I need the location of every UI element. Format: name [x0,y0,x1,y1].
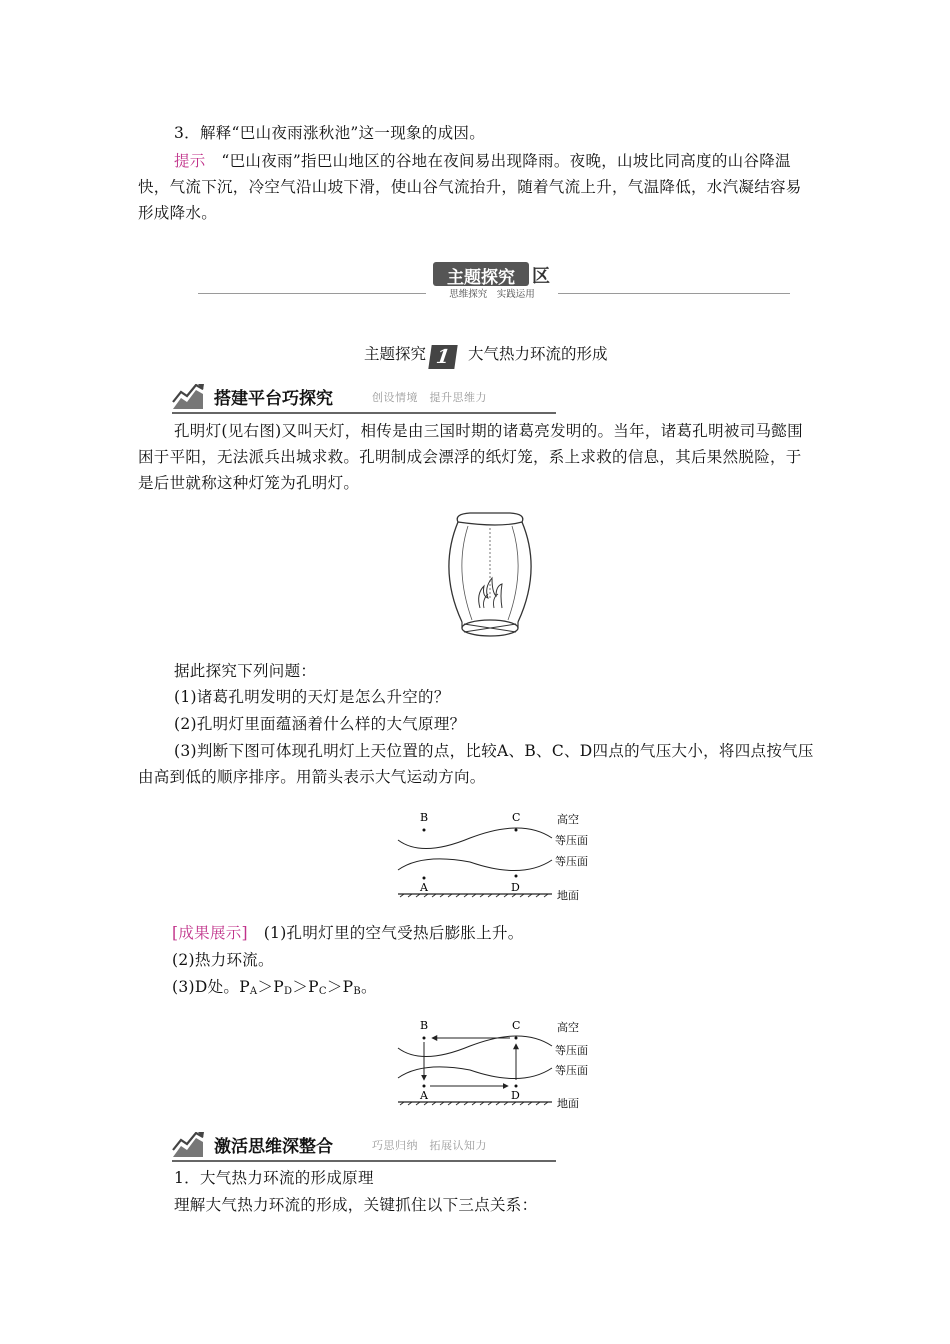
section-subheading: 巧思归纳 拓展认知力 [372,1139,487,1152]
answer-2: (2)热力环流。 [172,951,274,969]
trend-chart-icon [172,1132,204,1158]
hint-paragraph [138,148,816,226]
greater-than: ＞ [292,978,309,996]
banner-rule-right [558,293,790,294]
answer-1: (1)孔明灯里的空气受热后膨胀上升。 [247,924,524,942]
pressure-symbol: P [273,978,284,996]
point-c-label: C [512,811,521,824]
subscript-b: B [353,986,362,997]
greater-than: ＞ [257,978,274,996]
point-1-heading: 1．大气热力环流的形成原理 [174,1169,374,1187]
point-a-label: A [420,881,428,894]
pressure-symbol: P [308,978,319,996]
question-3-diagram: (3)判断下图可体现孔明灯上天位置的点，比较A、B、C、D四点的气压大小，将四点按气压由高到低的顺序排序。用箭头表示大气运动方向。 [138,742,814,786]
point-a-dot [423,1085,426,1088]
point-d-dot [515,875,518,878]
period: 。 [361,978,377,996]
intro-paragraph: 孔明灯(见右图)又叫天灯，相传是由三国时期的诸葛亮发明的。当年，诸葛孔明被司马懿围困于平阳，无法派兵出城求救。孔明制成会漂浮的纸灯笼，系上求救的信息，其后果然脱险，于是后世就称这种灯笼为孔明灯。 [138,422,803,492]
topic-title: 大气热力环流的形成 [468,345,608,363]
pressure-symbol: P [239,978,250,996]
label-isobar-lower: 等压面 [555,1064,588,1077]
trend-chart-icon [172,384,204,410]
point-b-dot [423,829,426,832]
section-heading: 搭建平台巧探究 [214,389,333,409]
section-header-build [172,382,556,414]
section-header-integrate [172,1130,556,1162]
subscript-d: D [284,986,293,997]
answer-3-prefix: (3)D处。 [172,978,240,996]
label-high-altitude: 高空 [557,813,579,826]
topic-heading [364,342,608,372]
banner-suffix: 区 [532,266,550,287]
point-d-label: D [511,881,520,894]
topic-prefix: 主题探究 [364,345,427,363]
point-d-label: D [511,1089,520,1102]
result-line-1 [172,920,816,946]
point-1-text: 理解大气热力环流的形成，关键抓住以下三点关系： [174,1196,538,1214]
question-2: (2)孔明灯里面蕴涵着什么样的大气原理？ [174,715,466,733]
label-ground: 地面 [557,1097,579,1110]
subscript-c: C [318,986,327,997]
point-c-dot [515,1037,518,1040]
topic-number-badge: 1 [428,345,457,369]
point-b-label: B [420,811,429,824]
point-b-dot [423,1037,426,1040]
banner-subtitle: 思维探究 实践运用 [449,289,535,300]
banner-rule-left [198,293,426,294]
topic-zone-banner [198,258,790,308]
greater-than: ＞ [326,978,343,996]
hint-text: “巴山夜雨”指巴山地区的谷地在夜间易出现降雨。夜晚，山坡比同高度的山谷降温快，气流下沉，冷空气沿山坡下滑，使山谷气流抬升，随着气流上升，气温降低，水汽凝结容易形成降水。 [138,152,802,222]
label-isobar-upper: 等压面 [555,1044,588,1057]
point-a-dot [423,877,426,880]
result-label: [成果展示] [172,924,248,942]
answer-3 [172,974,816,1005]
pressure-symbol: P [342,978,354,996]
kongming-lantern-illustration [440,510,540,644]
section-subheading: 创设情境 提升思维力 [372,391,487,404]
point-c-label: C [512,1019,521,1032]
prompt-text: 据此探究下列问题： [174,662,317,680]
label-high-altitude: 高空 [557,1021,579,1034]
question-1: (1)诸葛孔明发明的天灯是怎么升空的？ [174,688,450,706]
subscript-a: A [249,986,258,997]
point-a-label: A [420,1089,428,1102]
label-ground: 地面 [557,889,579,902]
point-b-label: B [420,1019,429,1032]
label-isobar-upper: 等压面 [555,834,588,847]
point-d-dot [515,1085,518,1088]
question-3: 3．解释“巴山夜雨涨秋池”这一现象的成因。 [174,124,486,142]
section-heading: 激活思维深整合 [214,1137,333,1157]
circulation-answer-diagram [392,1016,602,1116]
point-c-dot [515,829,518,832]
pressure-diagram [392,808,602,908]
banner-title: 主题探究 [447,268,515,288]
label-isobar-lower: 等压面 [555,855,588,868]
hint-label: 提示 [174,152,206,170]
